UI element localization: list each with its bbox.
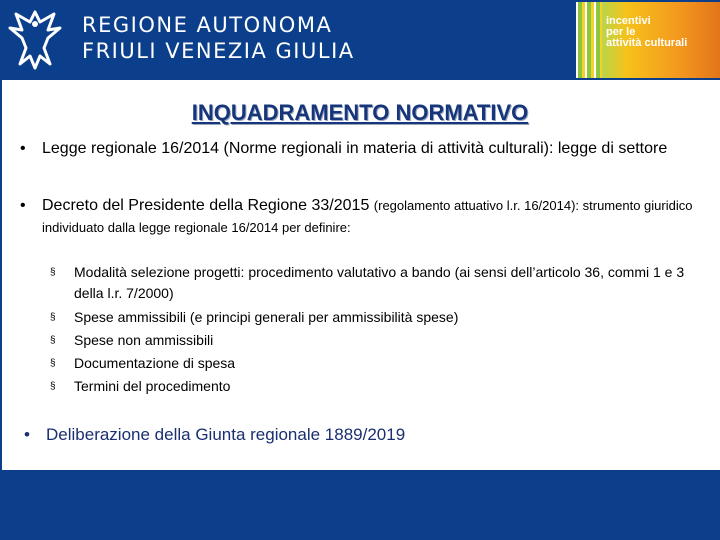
- sub-marker: §: [50, 358, 56, 369]
- sub-text: Spese non ammissibili: [74, 332, 214, 348]
- region-name-line2: FRIULI VENEZIA GIULIA: [82, 39, 355, 63]
- bullet-text: [42, 195, 700, 239]
- sub-marker: §: [50, 312, 56, 323]
- incentivi-badge: [576, 2, 720, 78]
- bullet-text-main: Decreto del Presidente della Regione 33/2015: [42, 197, 370, 214]
- slide-title: INQUADRAMENTO NORMATIVO: [191, 100, 529, 125]
- region-eagle-logo: [4, 4, 66, 74]
- sub-marker: §: [50, 335, 56, 346]
- bullet-marker: •: [24, 425, 30, 444]
- bullet-marker: •: [20, 197, 26, 214]
- sub-marker: §: [50, 267, 56, 278]
- header-bar: [0, 0, 720, 80]
- footer-bar: [0, 470, 720, 540]
- bullet-item: [24, 424, 704, 446]
- bullet-text: Legge regionale 16/2014 (Norme regionali in materia di attività culturali): legge di settore: [42, 140, 668, 157]
- left-rule: [0, 80, 2, 470]
- sub-list-item: [50, 262, 700, 304]
- sub-text: Termini del procedimento: [74, 378, 231, 394]
- sub-text: Documentazione di spesa: [74, 355, 236, 371]
- badge-stripes: [576, 2, 602, 78]
- region-name-line1: REGIONE AUTONOMA: [82, 13, 333, 37]
- sub-list-item: [50, 330, 700, 351]
- badge-line2: per le: [606, 26, 636, 38]
- sub-marker: §: [50, 381, 56, 392]
- eagle-icon: [4, 4, 66, 74]
- bullet-item: [20, 195, 700, 239]
- badge-text: [606, 16, 687, 49]
- sub-list-item: [50, 353, 700, 374]
- region-name: [82, 12, 355, 64]
- badge-line1: incentivi: [606, 15, 651, 27]
- sub-list-item: [50, 307, 700, 328]
- bullet-item: [20, 138, 700, 160]
- bullet-text-note: (regolamento attuativo l.r. 16/2014): strumento giuridico individuato dalla legge regionale 16/2014 per definire:: [42, 198, 693, 235]
- sub-text: Spese ammissibili (e principi generali per ammissibilità spese): [74, 309, 459, 325]
- badge-line3: attività culturali: [606, 37, 688, 49]
- sub-list-item: [50, 376, 700, 397]
- sub-text: Modalità selezione progetti: procedimento valutativo a bando (ai sensi dell’articolo 36, commi 1 e 3 della l.r. 7/2000): [74, 264, 685, 301]
- bullet-text: Deliberazione della Giunta regionale 1889/2019: [46, 425, 406, 444]
- bullet-marker: •: [20, 140, 26, 157]
